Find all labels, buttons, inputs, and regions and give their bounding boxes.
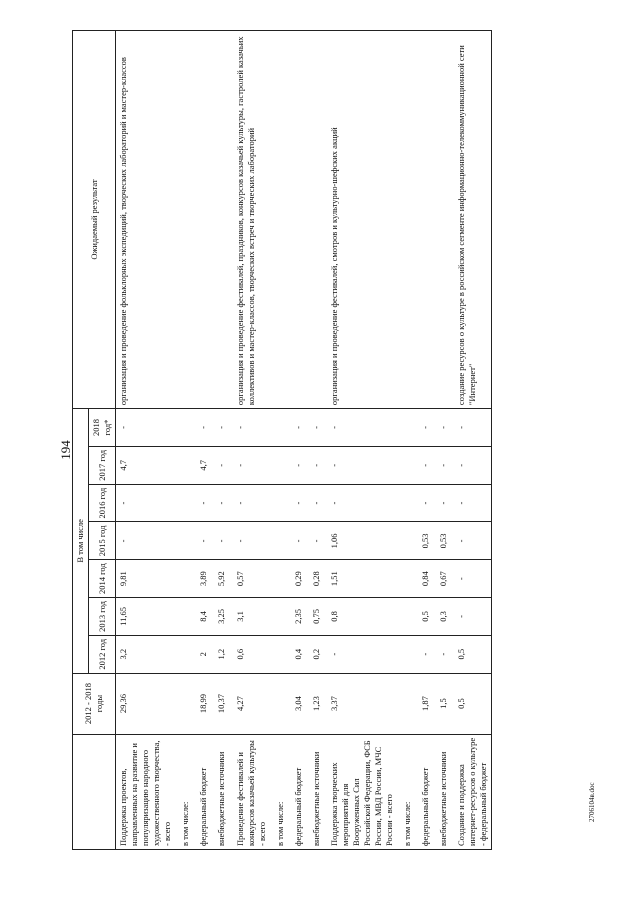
row-year-value: - <box>306 409 324 447</box>
header-year: 2013 год <box>89 598 116 636</box>
row-result <box>306 31 324 409</box>
row-total: 4,27 <box>230 673 270 734</box>
row-name: в том числе: <box>397 734 415 849</box>
program-table <box>72 30 492 850</box>
row-result: создание ресурсов о культуре в российском сегменте информационно-телекоммуникационной сети "Интернет" <box>451 31 492 409</box>
row-year-value <box>397 635 415 673</box>
table-row <box>397 31 415 850</box>
row-year-value: 4,7 <box>193 446 211 484</box>
row-year-value: 0,5 <box>415 598 433 636</box>
row-year-value <box>175 598 193 636</box>
row-year-value: 3,89 <box>193 560 211 598</box>
row-year-value: 0,2 <box>306 635 324 673</box>
row-year-value <box>175 560 193 598</box>
row-result: организация и проведение фольклорных экспедиций, творческих лабораторий и мастер-классов <box>116 31 176 409</box>
rotated-page-content <box>72 30 640 850</box>
row-year-value: 1,06 <box>324 522 397 560</box>
row-name: Проведение фестивалей и конкурсов казачьей культуры - всего <box>230 734 270 849</box>
row-year-value <box>270 409 288 447</box>
row-year-value <box>270 635 288 673</box>
table-row <box>451 31 492 850</box>
table-row <box>211 31 229 850</box>
row-year-value: - <box>193 409 211 447</box>
row-total <box>175 673 193 734</box>
row-year-value: - <box>230 446 270 484</box>
row-year-value: - <box>415 635 433 673</box>
row-result <box>175 31 193 409</box>
row-total: 18,99 <box>193 673 211 734</box>
row-total: 29,36 <box>116 673 176 734</box>
row-year-value: - <box>324 446 397 484</box>
row-result <box>433 31 451 409</box>
row-total: 3,37 <box>324 673 397 734</box>
row-result <box>211 31 229 409</box>
row-year-value: - <box>451 598 492 636</box>
row-total: 3,04 <box>288 673 306 734</box>
row-year-value: - <box>193 484 211 522</box>
row-year-value: 0,53 <box>433 522 451 560</box>
row-year-value: 0,67 <box>433 560 451 598</box>
row-name: Создание и поддержка интернет-ресурсов о культуре - федеральный бюджет <box>451 734 492 849</box>
row-year-value <box>270 484 288 522</box>
row-year-value <box>175 484 193 522</box>
row-year-value <box>397 484 415 522</box>
row-year-value: - <box>324 635 397 673</box>
row-name: внебюджетные источники <box>306 734 324 849</box>
header-year: 2016 год <box>89 484 116 522</box>
row-year-value: - <box>288 484 306 522</box>
row-result <box>193 31 211 409</box>
row-year-value <box>397 560 415 598</box>
row-year-value <box>270 598 288 636</box>
row-year-value: 5,92 <box>211 560 229 598</box>
row-year-value <box>175 409 193 447</box>
table-row <box>175 31 193 850</box>
row-name: Поддержка проектов, направленных на развитие и популяризацию народного художественного творчества, - всего <box>116 734 176 849</box>
row-year-value: - <box>116 484 176 522</box>
row-year-value: 0,53 <box>415 522 433 560</box>
row-year-value: - <box>306 446 324 484</box>
row-year-value: - <box>451 560 492 598</box>
row-year-value: - <box>306 522 324 560</box>
row-year-value: - <box>211 446 229 484</box>
row-year-value: 2 <box>193 635 211 673</box>
header-year: 2015 год <box>89 522 116 560</box>
row-name: внебюджетные источники <box>211 734 229 849</box>
row-year-value: - <box>211 484 229 522</box>
row-year-value: 8,4 <box>193 598 211 636</box>
table-row <box>433 31 451 850</box>
row-year-value <box>175 446 193 484</box>
row-name: в том числе: <box>270 734 288 849</box>
table-row <box>270 31 288 850</box>
row-result <box>288 31 306 409</box>
row-result: организация и проведение фестивалей, праздников, конкурсов казачьей культуры, гастролей казачьих коллективов и мастер-классов, творческих встреч и творческих лабораторий <box>230 31 270 409</box>
row-year-value: 0,5 <box>451 635 492 673</box>
row-year-value: 9,81 <box>116 560 176 598</box>
row-name: федеральный бюджет <box>415 734 433 849</box>
row-result <box>397 31 415 409</box>
row-total: 1,23 <box>306 673 324 734</box>
row-year-value: - <box>433 409 451 447</box>
row-year-value: 0,57 <box>230 560 270 598</box>
row-result: организация и проведение фестивалей, смотров и культурно-шефских акций <box>324 31 397 409</box>
row-year-value: - <box>288 446 306 484</box>
row-year-value: 0,3 <box>433 598 451 636</box>
row-year-value: 0,4 <box>288 635 306 673</box>
row-total <box>270 673 288 734</box>
row-year-value: - <box>211 522 229 560</box>
row-year-value <box>397 598 415 636</box>
row-year-value: 3,25 <box>211 598 229 636</box>
row-year-value <box>175 522 193 560</box>
table-row <box>116 31 176 850</box>
row-year-value: - <box>116 522 176 560</box>
row-year-value: - <box>451 522 492 560</box>
table-row <box>193 31 211 850</box>
table-row <box>324 31 397 850</box>
row-year-value: - <box>451 484 492 522</box>
row-total: 1,5 <box>433 673 451 734</box>
header-result: Ожидаемый результат <box>73 31 116 409</box>
row-year-value: - <box>433 635 451 673</box>
table-row <box>306 31 324 850</box>
row-year-value: - <box>211 409 229 447</box>
row-year-value <box>270 560 288 598</box>
table-row <box>230 31 270 850</box>
row-year-value: 0,84 <box>415 560 433 598</box>
row-year-value <box>397 446 415 484</box>
row-year-value: 1,51 <box>324 560 397 598</box>
row-year-value: - <box>324 484 397 522</box>
row-year-value: - <box>288 409 306 447</box>
row-result <box>270 31 288 409</box>
row-year-value: 0,29 <box>288 560 306 598</box>
row-year-value: - <box>415 446 433 484</box>
document-reference: 2706104в.doc <box>588 782 596 822</box>
row-year-value: 1,2 <box>211 635 229 673</box>
row-total: 1,87 <box>415 673 433 734</box>
header-year: 2012 год <box>89 635 116 673</box>
row-year-value: - <box>193 522 211 560</box>
row-total: 0,5 <box>451 673 492 734</box>
row-name: в том числе: <box>175 734 193 849</box>
row-year-value: - <box>433 446 451 484</box>
row-year-value <box>175 635 193 673</box>
table-row <box>288 31 306 850</box>
row-year-value: 0,28 <box>306 560 324 598</box>
row-year-value: 0,6 <box>230 635 270 673</box>
row-year-value: 3,1 <box>230 598 270 636</box>
row-year-value: 4,7 <box>116 446 176 484</box>
header-year: 2014 год <box>89 560 116 598</box>
row-year-value: - <box>415 484 433 522</box>
header-blank <box>73 734 116 849</box>
row-total: 10,37 <box>211 673 229 734</box>
page-number: 194 <box>58 440 73 460</box>
row-year-value: 3,2 <box>116 635 176 673</box>
row-year-value: 0,8 <box>324 598 397 636</box>
header-year: 2018 год* <box>89 409 116 447</box>
table-row <box>415 31 433 850</box>
row-year-value: 2,35 <box>288 598 306 636</box>
row-name: внебюджетные источники <box>433 734 451 849</box>
row-name: Поддержка творческих мероприятий для Вооруженных Сил Российской Федерации, ФСБ России, МВД России, МЧС России - всего <box>324 734 397 849</box>
row-name: федеральный бюджет <box>288 734 306 849</box>
row-year-value <box>270 522 288 560</box>
row-year-value: 11,65 <box>116 598 176 636</box>
row-year-value: - <box>324 409 397 447</box>
header-total: 2012 - 2018 годы <box>73 673 116 734</box>
row-year-value <box>397 522 415 560</box>
header-group: В том числе <box>73 409 89 674</box>
row-year-value: - <box>451 446 492 484</box>
row-year-value: - <box>230 484 270 522</box>
row-year-value: - <box>433 484 451 522</box>
row-total <box>397 673 415 734</box>
table-header <box>73 31 116 850</box>
row-year-value <box>397 409 415 447</box>
row-year-value: - <box>306 484 324 522</box>
row-year-value <box>270 446 288 484</box>
row-year-value: - <box>415 409 433 447</box>
table-body <box>116 31 492 850</box>
row-year-value: - <box>230 409 270 447</box>
row-name: федеральный бюджет <box>193 734 211 849</box>
row-year-value: 0,75 <box>306 598 324 636</box>
row-result <box>415 31 433 409</box>
header-year: 2017 год <box>89 446 116 484</box>
row-year-value: - <box>230 522 270 560</box>
row-year-value: - <box>288 522 306 560</box>
row-year-value: - <box>451 409 492 447</box>
row-year-value: - <box>116 409 176 447</box>
